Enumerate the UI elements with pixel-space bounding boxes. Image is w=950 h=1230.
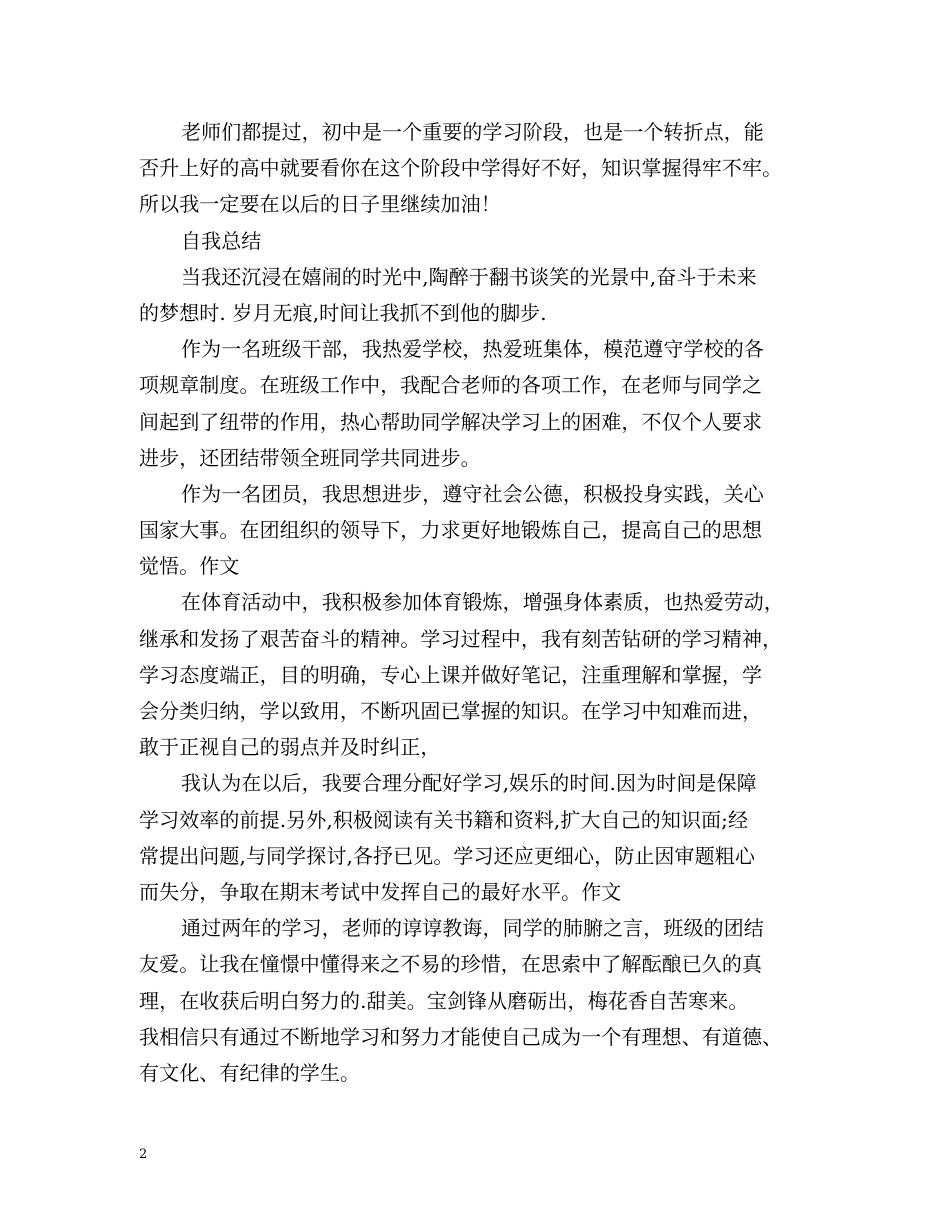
text-line: 我认为在以后，我要合理分配好学习,娱乐的时间.因为时间是保障	[181, 771, 757, 796]
text-line: 敢于正视自己的弱点并及时纠正，	[139, 735, 441, 760]
text-line: 觉悟。作文	[139, 554, 240, 579]
text-line: 间起到了纽带的作用，热心帮助同学解决学习上的困难，不仅个人要求	[139, 409, 763, 434]
text-line: 否升上好的高中就要看你在这个阶段中学得好不好，知识掌握得牢不牢。	[139, 156, 783, 181]
text-line: 项规章制度。在班级工作中，我配合老师的各项工作，在老师与同学之	[139, 373, 763, 398]
section-heading: 自我总结	[181, 228, 262, 253]
text-line: 老师们都提过，初中是一个重要的学习阶段，也是一个转折点，能	[181, 120, 764, 144]
text-line: 作为一名团员，我思想进步，遵守社会公德，积极投身实践，关心	[181, 481, 764, 506]
text-line: 而失分，争取在期末考试中发挥自己的最好水平。作文	[139, 879, 622, 904]
text-line: 我相信只有通过不断地学习和努力才能使自己成为一个有理想、有道德、	[139, 1024, 783, 1049]
text-line: 的梦想时. 岁月无痕,时间让我抓不到他的脚步.	[139, 300, 547, 325]
text-line: 友爱。让我在憧憬中懂得来之不易的珍惜，在思索中了解酝酿已久的真	[139, 952, 763, 977]
text-line: 理，在收获后明白努力的.甜美。宝剑锋从磨砺出，梅花香自苦寒来。	[139, 988, 749, 1013]
text-line: 在体育活动中，我积极参加体育锻炼，增强身体素质，也热爱劳动，	[181, 590, 784, 615]
text-line: 会分类归纳，学以致用，不断巩固已掌握的知识。在学习中知难而进，	[139, 699, 763, 723]
text-line: 国家大事。在团组织的领导下，力求更好地锻炼自己，提高自己的思想	[139, 518, 763, 543]
text-line: 作为一名班级干部，我热爱学校，热爱班集体，模范遵守学校的各	[181, 337, 764, 362]
text-line: 所以我一定要在以后的日子里继续加油！	[139, 192, 501, 217]
text-line: 通过两年的学习，老师的谆谆教诲，同学的肺腑之言，班级的团结	[181, 916, 764, 941]
text-line: 进步，还团结带领全班同学共同进步。	[139, 445, 481, 470]
text-line: 有文化、有纪律的学生。	[139, 1060, 361, 1085]
text-line: 继承和发扬了艰苦奋斗的精神。学习过程中，我有刻苦钻研的学习精神，	[139, 626, 783, 651]
text-line: 学习态度端正，目的明确，专心上课并做好笔记，注重理解和掌握，学	[139, 662, 763, 687]
page-number: 2	[139, 1147, 148, 1162]
document-body	[139, 114, 829, 1091]
text-line: 当我还沉浸在嬉闹的时光中,陶醉于翻书谈笑的光景中,奋斗于未来	[181, 264, 757, 289]
text-line: 常提出问题,与同学探讨,各抒已见。学习还应更细心，防止因审题粗心	[139, 843, 755, 868]
text-line: 学习效率的前提.另外,积极阅读有关书籍和资料,扩大自己的知识面;经	[139, 807, 749, 832]
